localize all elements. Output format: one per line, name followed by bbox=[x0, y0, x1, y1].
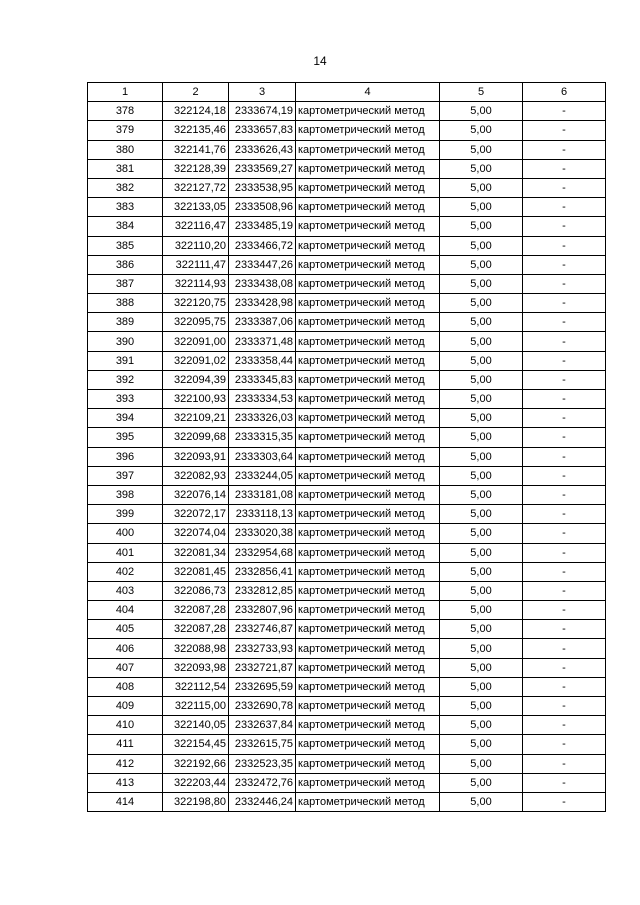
x-coordinate-cell: 322091,00 bbox=[163, 332, 229, 351]
note-cell: - bbox=[523, 236, 606, 255]
point-number-cell: 398 bbox=[88, 485, 163, 504]
method-cell: картометрический метод bbox=[296, 601, 440, 620]
method-cell: картометрический метод bbox=[296, 428, 440, 447]
x-coordinate-cell: 322141,76 bbox=[163, 140, 229, 159]
point-number-cell: 387 bbox=[88, 274, 163, 293]
method-cell: картометрический метод bbox=[296, 102, 440, 121]
x-coordinate-cell: 322086,73 bbox=[163, 581, 229, 600]
table-row bbox=[88, 639, 606, 658]
y-coordinate-cell: 2332733,93 bbox=[229, 639, 296, 658]
point-number-cell: 388 bbox=[88, 294, 163, 313]
method-cell: картометрический метод bbox=[296, 159, 440, 178]
accuracy-cell: 5,00 bbox=[440, 485, 523, 504]
table-row bbox=[88, 390, 606, 409]
note-cell: - bbox=[523, 313, 606, 332]
method-cell: картометрический метод bbox=[296, 735, 440, 754]
y-coordinate-cell: 2333569,27 bbox=[229, 159, 296, 178]
note-cell: - bbox=[523, 102, 606, 121]
point-number-cell: 408 bbox=[88, 677, 163, 696]
accuracy-cell: 5,00 bbox=[440, 601, 523, 620]
y-coordinate-cell: 2333315,35 bbox=[229, 428, 296, 447]
note-cell: - bbox=[523, 274, 606, 293]
table-row bbox=[88, 524, 606, 543]
y-coordinate-cell: 2333657,83 bbox=[229, 121, 296, 140]
table-row bbox=[88, 620, 606, 639]
y-coordinate-cell: 2332721,87 bbox=[229, 658, 296, 677]
x-coordinate-cell: 322109,21 bbox=[163, 409, 229, 428]
accuracy-cell: 5,00 bbox=[440, 217, 523, 236]
point-number-cell: 394 bbox=[88, 409, 163, 428]
accuracy-cell: 5,00 bbox=[440, 754, 523, 773]
y-coordinate-cell: 2332615,75 bbox=[229, 735, 296, 754]
table-row bbox=[88, 294, 606, 313]
method-cell: картометрический метод bbox=[296, 255, 440, 274]
accuracy-cell: 5,00 bbox=[440, 428, 523, 447]
accuracy-cell: 5,00 bbox=[440, 543, 523, 562]
accuracy-cell: 5,00 bbox=[440, 677, 523, 696]
accuracy-cell: 5,00 bbox=[440, 524, 523, 543]
point-number-cell: 405 bbox=[88, 620, 163, 639]
x-coordinate-cell: 322072,17 bbox=[163, 505, 229, 524]
accuracy-cell: 5,00 bbox=[440, 562, 523, 581]
table-row bbox=[88, 447, 606, 466]
x-coordinate-cell: 322192,66 bbox=[163, 754, 229, 773]
x-coordinate-cell: 322100,93 bbox=[163, 390, 229, 409]
note-cell: - bbox=[523, 255, 606, 274]
accuracy-cell: 5,00 bbox=[440, 332, 523, 351]
x-coordinate-cell: 322081,34 bbox=[163, 543, 229, 562]
note-cell: - bbox=[523, 562, 606, 581]
table-row bbox=[88, 697, 606, 716]
accuracy-cell: 5,00 bbox=[440, 102, 523, 121]
x-coordinate-cell: 322127,72 bbox=[163, 178, 229, 197]
method-cell: картометрический метод bbox=[296, 716, 440, 735]
x-coordinate-cell: 322203,44 bbox=[163, 773, 229, 792]
table-row bbox=[88, 159, 606, 178]
point-number-cell: 413 bbox=[88, 773, 163, 792]
column-header: 1 bbox=[88, 83, 163, 102]
y-coordinate-cell: 2333371,48 bbox=[229, 332, 296, 351]
note-cell: - bbox=[523, 370, 606, 389]
table-row bbox=[88, 178, 606, 197]
note-cell: - bbox=[523, 505, 606, 524]
point-number-cell: 392 bbox=[88, 370, 163, 389]
accuracy-cell: 5,00 bbox=[440, 140, 523, 159]
accuracy-cell: 5,00 bbox=[440, 409, 523, 428]
method-cell: картометрический метод bbox=[296, 370, 440, 389]
accuracy-cell: 5,00 bbox=[440, 716, 523, 735]
table-row bbox=[88, 562, 606, 581]
point-number-cell: 381 bbox=[88, 159, 163, 178]
x-coordinate-cell: 322094,39 bbox=[163, 370, 229, 389]
point-number-cell: 410 bbox=[88, 716, 163, 735]
method-cell: картометрический метод bbox=[296, 294, 440, 313]
point-number-cell: 386 bbox=[88, 255, 163, 274]
column-header: 2 bbox=[163, 83, 229, 102]
note-cell: - bbox=[523, 601, 606, 620]
x-coordinate-cell: 322074,04 bbox=[163, 524, 229, 543]
accuracy-cell: 5,00 bbox=[440, 370, 523, 389]
method-cell: картометрический метод bbox=[296, 524, 440, 543]
method-cell: картометрический метод bbox=[296, 697, 440, 716]
y-coordinate-cell: 2333345,83 bbox=[229, 370, 296, 389]
x-coordinate-cell: 322099,68 bbox=[163, 428, 229, 447]
method-cell: картометрический метод bbox=[296, 485, 440, 504]
point-number-cell: 414 bbox=[88, 792, 163, 811]
y-coordinate-cell: 2333118,13 bbox=[229, 505, 296, 524]
note-cell: - bbox=[523, 677, 606, 696]
coordinates-table bbox=[87, 82, 606, 812]
x-coordinate-cell: 322091,02 bbox=[163, 351, 229, 370]
y-coordinate-cell: 2333303,64 bbox=[229, 447, 296, 466]
y-coordinate-cell: 2332472,76 bbox=[229, 773, 296, 792]
accuracy-cell: 5,00 bbox=[440, 121, 523, 140]
note-cell: - bbox=[523, 409, 606, 428]
x-coordinate-cell: 322140,05 bbox=[163, 716, 229, 735]
x-coordinate-cell: 322093,91 bbox=[163, 447, 229, 466]
y-coordinate-cell: 2333244,05 bbox=[229, 466, 296, 485]
column-header: 5 bbox=[440, 83, 523, 102]
accuracy-cell: 5,00 bbox=[440, 198, 523, 217]
y-coordinate-cell: 2333447,26 bbox=[229, 255, 296, 274]
y-coordinate-cell: 2332690,78 bbox=[229, 697, 296, 716]
table-header-row bbox=[88, 83, 606, 102]
note-cell: - bbox=[523, 466, 606, 485]
method-cell: картометрический метод bbox=[296, 140, 440, 159]
table-row bbox=[88, 754, 606, 773]
point-number-cell: 380 bbox=[88, 140, 163, 159]
accuracy-cell: 5,00 bbox=[440, 773, 523, 792]
note-cell: - bbox=[523, 524, 606, 543]
note-cell: - bbox=[523, 658, 606, 677]
x-coordinate-cell: 322112,54 bbox=[163, 677, 229, 696]
method-cell: картометрический метод bbox=[296, 773, 440, 792]
table-row bbox=[88, 581, 606, 600]
point-number-cell: 412 bbox=[88, 754, 163, 773]
point-number-cell: 389 bbox=[88, 313, 163, 332]
method-cell: картометрический метод bbox=[296, 121, 440, 140]
accuracy-cell: 5,00 bbox=[440, 505, 523, 524]
note-cell: - bbox=[523, 773, 606, 792]
note-cell: - bbox=[523, 447, 606, 466]
point-number-cell: 402 bbox=[88, 562, 163, 581]
table-row bbox=[88, 677, 606, 696]
method-cell: картометрический метод bbox=[296, 447, 440, 466]
note-cell: - bbox=[523, 198, 606, 217]
point-number-cell: 379 bbox=[88, 121, 163, 140]
accuracy-cell: 5,00 bbox=[440, 236, 523, 255]
x-coordinate-cell: 322087,28 bbox=[163, 620, 229, 639]
method-cell: картометрический метод bbox=[296, 351, 440, 370]
note-cell: - bbox=[523, 217, 606, 236]
point-number-cell: 406 bbox=[88, 639, 163, 658]
y-coordinate-cell: 2333326,03 bbox=[229, 409, 296, 428]
x-coordinate-cell: 322198,80 bbox=[163, 792, 229, 811]
point-number-cell: 391 bbox=[88, 351, 163, 370]
column-header: 6 bbox=[523, 83, 606, 102]
accuracy-cell: 5,00 bbox=[440, 620, 523, 639]
accuracy-cell: 5,00 bbox=[440, 735, 523, 754]
x-coordinate-cell: 322154,45 bbox=[163, 735, 229, 754]
note-cell: - bbox=[523, 390, 606, 409]
column-header: 4 bbox=[296, 83, 440, 102]
point-number-cell: 399 bbox=[88, 505, 163, 524]
table-row bbox=[88, 102, 606, 121]
method-cell: картометрический метод bbox=[296, 505, 440, 524]
point-number-cell: 390 bbox=[88, 332, 163, 351]
table-row bbox=[88, 274, 606, 293]
x-coordinate-cell: 322076,14 bbox=[163, 485, 229, 504]
accuracy-cell: 5,00 bbox=[440, 447, 523, 466]
y-coordinate-cell: 2333387,06 bbox=[229, 313, 296, 332]
point-number-cell: 404 bbox=[88, 601, 163, 620]
point-number-cell: 396 bbox=[88, 447, 163, 466]
note-cell: - bbox=[523, 159, 606, 178]
y-coordinate-cell: 2332637,84 bbox=[229, 716, 296, 735]
table-row bbox=[88, 543, 606, 562]
y-coordinate-cell: 2333428,98 bbox=[229, 294, 296, 313]
point-number-cell: 401 bbox=[88, 543, 163, 562]
note-cell: - bbox=[523, 294, 606, 313]
accuracy-cell: 5,00 bbox=[440, 697, 523, 716]
x-coordinate-cell: 322114,93 bbox=[163, 274, 229, 293]
table-row bbox=[88, 716, 606, 735]
accuracy-cell: 5,00 bbox=[440, 294, 523, 313]
note-cell: - bbox=[523, 485, 606, 504]
table-row bbox=[88, 601, 606, 620]
y-coordinate-cell: 2332446,24 bbox=[229, 792, 296, 811]
table-row bbox=[88, 485, 606, 504]
note-cell: - bbox=[523, 754, 606, 773]
accuracy-cell: 5,00 bbox=[440, 792, 523, 811]
table-row bbox=[88, 121, 606, 140]
table-row bbox=[88, 236, 606, 255]
x-coordinate-cell: 322115,00 bbox=[163, 697, 229, 716]
x-coordinate-cell: 322120,75 bbox=[163, 294, 229, 313]
y-coordinate-cell: 2332523,35 bbox=[229, 754, 296, 773]
point-number-cell: 395 bbox=[88, 428, 163, 447]
table-row bbox=[88, 370, 606, 389]
table-row bbox=[88, 658, 606, 677]
accuracy-cell: 5,00 bbox=[440, 255, 523, 274]
method-cell: картометрический метод bbox=[296, 466, 440, 485]
x-coordinate-cell: 322110,20 bbox=[163, 236, 229, 255]
note-cell: - bbox=[523, 543, 606, 562]
x-coordinate-cell: 322093,98 bbox=[163, 658, 229, 677]
note-cell: - bbox=[523, 428, 606, 447]
method-cell: картометрический метод bbox=[296, 390, 440, 409]
method-cell: картометрический метод bbox=[296, 677, 440, 696]
accuracy-cell: 5,00 bbox=[440, 390, 523, 409]
y-coordinate-cell: 2333334,53 bbox=[229, 390, 296, 409]
point-number-cell: 397 bbox=[88, 466, 163, 485]
point-number-cell: 407 bbox=[88, 658, 163, 677]
accuracy-cell: 5,00 bbox=[440, 466, 523, 485]
x-coordinate-cell: 322088,98 bbox=[163, 639, 229, 658]
method-cell: картометрический метод bbox=[296, 313, 440, 332]
note-cell: - bbox=[523, 716, 606, 735]
method-cell: картометрический метод bbox=[296, 639, 440, 658]
point-number-cell: 378 bbox=[88, 102, 163, 121]
page-number: 14 bbox=[313, 54, 327, 68]
method-cell: картометрический метод bbox=[296, 198, 440, 217]
point-number-cell: 393 bbox=[88, 390, 163, 409]
accuracy-cell: 5,00 bbox=[440, 178, 523, 197]
method-cell: картометрический метод bbox=[296, 543, 440, 562]
point-number-cell: 385 bbox=[88, 236, 163, 255]
table-row bbox=[88, 198, 606, 217]
point-number-cell: 382 bbox=[88, 178, 163, 197]
accuracy-cell: 5,00 bbox=[440, 658, 523, 677]
accuracy-cell: 5,00 bbox=[440, 159, 523, 178]
table-body bbox=[88, 102, 606, 812]
y-coordinate-cell: 2333485,19 bbox=[229, 217, 296, 236]
point-number-cell: 409 bbox=[88, 697, 163, 716]
accuracy-cell: 5,00 bbox=[440, 313, 523, 332]
method-cell: картометрический метод bbox=[296, 178, 440, 197]
table-row bbox=[88, 255, 606, 274]
accuracy-cell: 5,00 bbox=[440, 581, 523, 600]
accuracy-cell: 5,00 bbox=[440, 274, 523, 293]
method-cell: картометрический метод bbox=[296, 620, 440, 639]
column-header: 3 bbox=[229, 83, 296, 102]
table-row bbox=[88, 773, 606, 792]
y-coordinate-cell: 2332695,59 bbox=[229, 677, 296, 696]
note-cell: - bbox=[523, 735, 606, 754]
method-cell: картометрический метод bbox=[296, 409, 440, 428]
y-coordinate-cell: 2332807,96 bbox=[229, 601, 296, 620]
note-cell: - bbox=[523, 140, 606, 159]
method-cell: картометрический метод bbox=[296, 236, 440, 255]
table-row bbox=[88, 409, 606, 428]
note-cell: - bbox=[523, 792, 606, 811]
method-cell: картометрический метод bbox=[296, 274, 440, 293]
point-number-cell: 384 bbox=[88, 217, 163, 236]
accuracy-cell: 5,00 bbox=[440, 351, 523, 370]
note-cell: - bbox=[523, 639, 606, 658]
y-coordinate-cell: 2333508,96 bbox=[229, 198, 296, 217]
x-coordinate-cell: 322133,05 bbox=[163, 198, 229, 217]
y-coordinate-cell: 2333181,08 bbox=[229, 485, 296, 504]
x-coordinate-cell: 322116,47 bbox=[163, 217, 229, 236]
note-cell: - bbox=[523, 121, 606, 140]
x-coordinate-cell: 322095,75 bbox=[163, 313, 229, 332]
method-cell: картометрический метод bbox=[296, 792, 440, 811]
point-number-cell: 403 bbox=[88, 581, 163, 600]
method-cell: картометрический метод bbox=[296, 581, 440, 600]
note-cell: - bbox=[523, 697, 606, 716]
x-coordinate-cell: 322081,45 bbox=[163, 562, 229, 581]
table-row bbox=[88, 792, 606, 811]
y-coordinate-cell: 2333020,38 bbox=[229, 524, 296, 543]
accuracy-cell: 5,00 bbox=[440, 639, 523, 658]
table-row bbox=[88, 466, 606, 485]
x-coordinate-cell: 322111,47 bbox=[163, 255, 229, 274]
note-cell: - bbox=[523, 351, 606, 370]
method-cell: картометрический метод bbox=[296, 217, 440, 236]
table-row bbox=[88, 332, 606, 351]
table-row bbox=[88, 217, 606, 236]
table-row bbox=[88, 351, 606, 370]
table-row bbox=[88, 428, 606, 447]
point-number-cell: 411 bbox=[88, 735, 163, 754]
table-row bbox=[88, 505, 606, 524]
y-coordinate-cell: 2332954,68 bbox=[229, 543, 296, 562]
y-coordinate-cell: 2332812,85 bbox=[229, 581, 296, 600]
note-cell: - bbox=[523, 332, 606, 351]
table-row bbox=[88, 140, 606, 159]
y-coordinate-cell: 2333466,72 bbox=[229, 236, 296, 255]
table-row bbox=[88, 735, 606, 754]
method-cell: картометрический метод bbox=[296, 754, 440, 773]
x-coordinate-cell: 322128,39 bbox=[163, 159, 229, 178]
note-cell: - bbox=[523, 620, 606, 639]
y-coordinate-cell: 2333626,43 bbox=[229, 140, 296, 159]
y-coordinate-cell: 2332856,41 bbox=[229, 562, 296, 581]
x-coordinate-cell: 322124,18 bbox=[163, 102, 229, 121]
x-coordinate-cell: 322082,93 bbox=[163, 466, 229, 485]
point-number-cell: 400 bbox=[88, 524, 163, 543]
x-coordinate-cell: 322087,28 bbox=[163, 601, 229, 620]
method-cell: картометрический метод bbox=[296, 562, 440, 581]
y-coordinate-cell: 2332746,87 bbox=[229, 620, 296, 639]
note-cell: - bbox=[523, 581, 606, 600]
method-cell: картометрический метод bbox=[296, 658, 440, 677]
note-cell: - bbox=[523, 178, 606, 197]
table-row bbox=[88, 313, 606, 332]
y-coordinate-cell: 2333674,19 bbox=[229, 102, 296, 121]
y-coordinate-cell: 2333438,08 bbox=[229, 274, 296, 293]
y-coordinate-cell: 2333538,95 bbox=[229, 178, 296, 197]
method-cell: картометрический метод bbox=[296, 332, 440, 351]
point-number-cell: 383 bbox=[88, 198, 163, 217]
y-coordinate-cell: 2333358,44 bbox=[229, 351, 296, 370]
x-coordinate-cell: 322135,46 bbox=[163, 121, 229, 140]
